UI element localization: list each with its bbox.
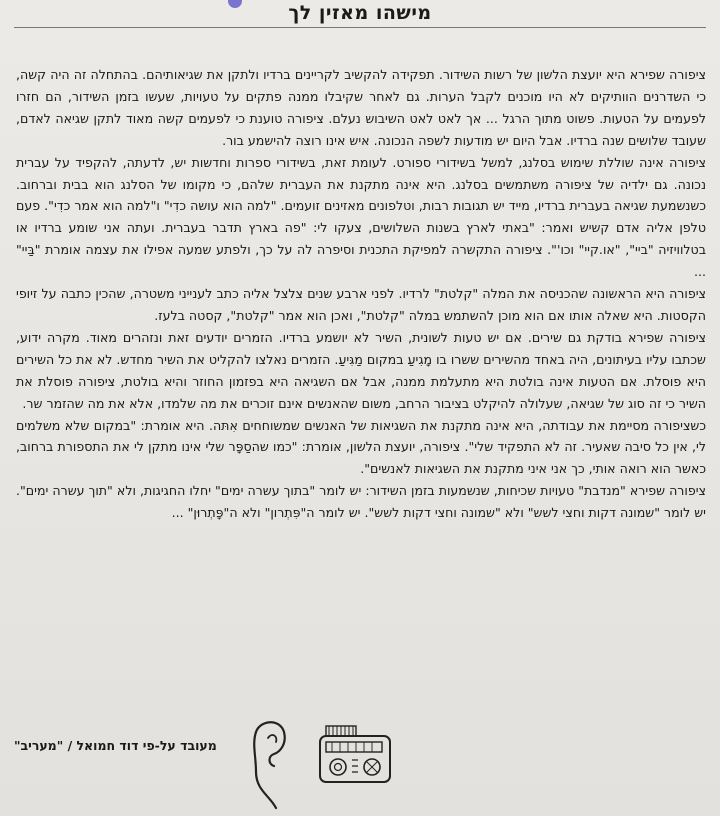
title-underline <box>14 27 706 28</box>
paragraph-1: ציפורה שפירא היא יועצת הלשון של רשות השידור. תפקידה להקשיב לקריינים ברדיו ולתקן את שגיאותיהם. בהתחלה זה היה קשה, כי השדרנים הוותיקים לא היו מוכנים לקבל הערות. גם לאחר שקיבלו ממנה פתקים על טעויות, שעשו בזמן השידור, הם חזרו לפעמים על הטעות. פשוט מתוך הרגל ... אך לאט לאט השיבוש נעלם. ציפורה טוענת כי לפעמים קשה מאוד לתקן שגיאה לאדם, שעובד שלושים שנה ברדיו. אבל היום יש מודעות לשפה הנכונה. איש אינו רוצה להישמע בור. <box>16 67 706 148</box>
paragraph-2: ציפורה אינה שוללת שימוש בסלנג, למשל בשידורי ספורט. לעומת זאת, בשידורי ספרות וחדשות יש, לדעתה, להקפיד על עברית נכונה. גם ילדיה של ציפורה משתמשים בסלנג. היא אינה מתקנת את העברית שלהם, כי מקומו של הסלנג הוא בבית וברחוב. כשנשמעת שגיאה בעברית ברדיו, מייד יש תגובות רבות, וטלפונים מאזינים זועמים. "למה הוא עושה כדִי" ו"למה הוא אמר כדִי". פעם טלפן אליה אדם קשיש ואמר: "באתי לארץ בשנות השלושים, צעקו לי: "פה בארץ תדבר בעברית. ועתה אני שומע ברדיו או בטלוויזיה "ביי", "או.קיי" וכו'". ציפורה התקשרה למפיקת התכנית וסיפרה לה על כך, ולפתע שמעה אפילו את עצמה אומרת "בַּיי" ... <box>16 154 706 280</box>
paragraph-4: ציפורה שפירא בודקת גם שירים. אם יש טעות לשונית, השיר לא יושמע ברדיו. הזמרים יודעים זאת ונזהרים מאוד. מקרה ידוע, שכתבו עליו בעיתונים, היה באחד מהשירים ששרו בו מָגִיעַ במקום מַגִּיעַ. הזמרים נאלצו להקליט את השיר מחדש. לא את כל השירים היא פוסלת. אם הטעות אינה בולטת היא מתעלמת ממנה, אבל אם השגיאה היא בפזמון החוזר והיא בולטת, ציפורה פוסלת את השיר כי זה סוג של שגיאה, שעלולה להיקלט בציבור הרחב, משום שהאנשים אינם זוכרים את מה שלמדו, אלא את מה שהזמר שר. <box>16 329 706 411</box>
ear-icon <box>246 716 288 810</box>
source-credit: מעובד על-פי דוד חמואל / "מעריב" <box>14 738 217 753</box>
article-body <box>16 64 706 524</box>
radio-icon <box>318 722 392 784</box>
paragraph-6: ציפורה שפירא "מנדבת" טעויות שכיחות, שנשמעות בזמן השידור: יש לומר "בתוך עשרה ימים" יחלו החגיגות, ולא "תוך עשרה ימים". יש לומר "שמונה דקות וחצי לשש" ולא "שמונה וחצי דקות לשש". יש לומר ה"פִּתְרון" ולא ה"פָּתְרוּן" ... <box>16 483 706 521</box>
paragraph-5: כשציפורה מסיימת את עבודתה, היא אינה מתקנת את השגיאות של האנשים שמשוחחים אִתּה. היא אומרת: "במקום שלא משלמים לי, אין כל סיבה שאעיר. זה לא התפקיד שלי". ציפורה, יועצת הלשון, אומרת: "כמו שהסַפָּר שלי אינו מתקן לי את התספורת ברחוב, כאשר הוא רואה אותי, כך אני איני מתקנת את השגיאות לאנשים". <box>16 417 706 477</box>
paragraph-3: ציפורה היא הראשונה שהכניסה את המלה "קלטת" לרדיו. לפני ארבע שנים צלצל אליה כתב לענייני משטרה, שהכין כתבה על זיופי הקסטות. היא שאלה אותו אם הוא מוכן להשתמש במלה "קלטת", ואכן הוא אמר "קלטת", קסטה בלעז. <box>16 286 706 323</box>
page-title: מישהו מאזין לך <box>288 2 432 24</box>
